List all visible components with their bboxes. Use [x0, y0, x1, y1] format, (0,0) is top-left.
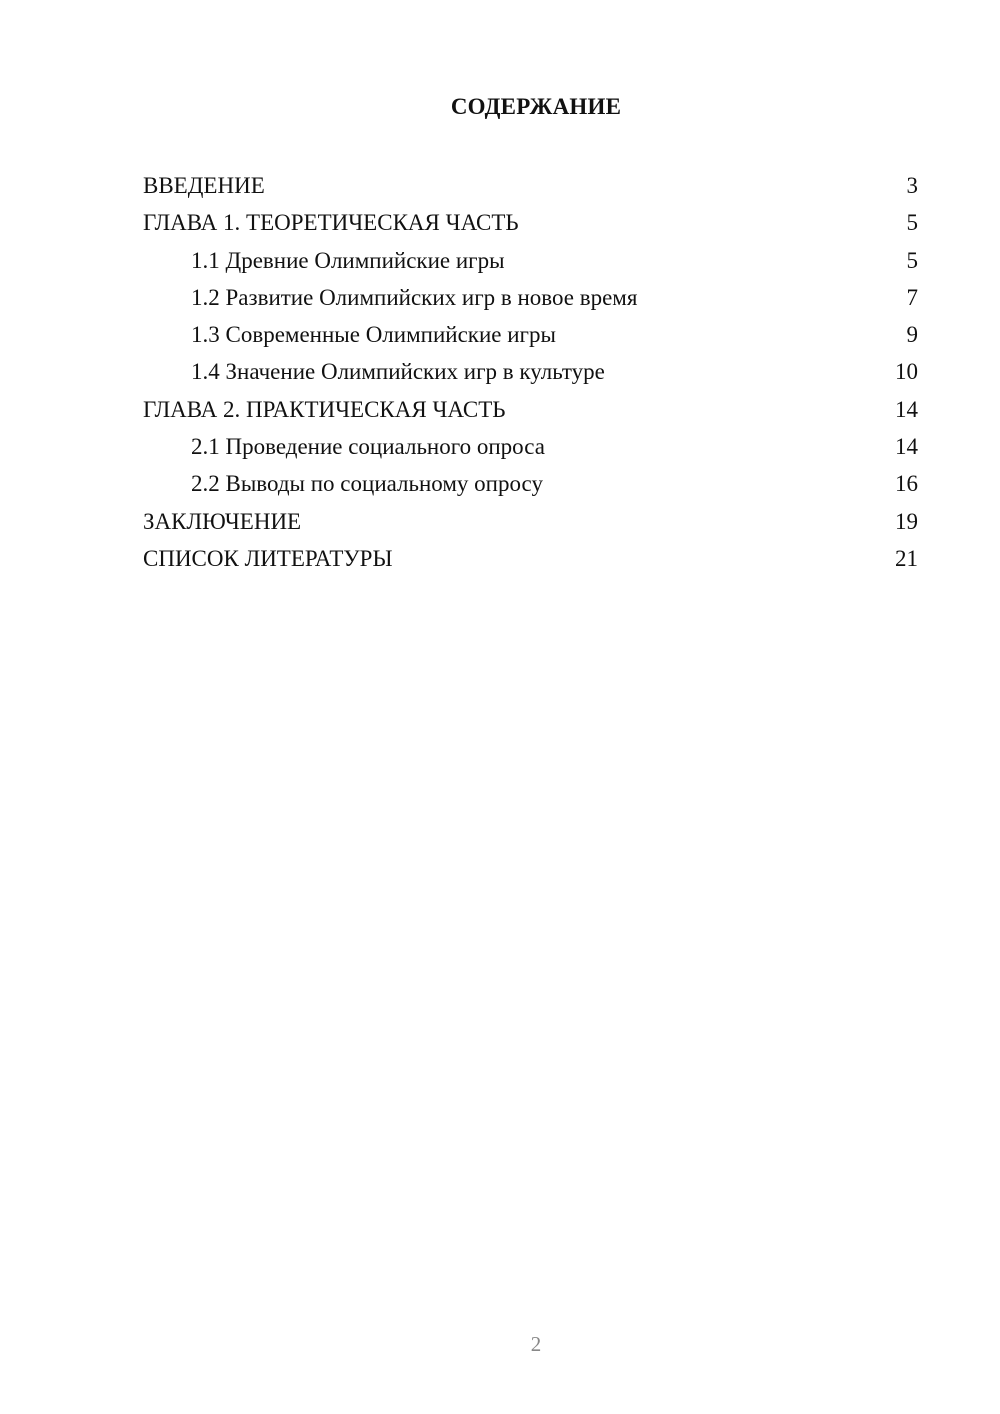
- toc-entry: [143, 316, 918, 353]
- toc-entry: [143, 167, 918, 204]
- toc-entry-page: 19: [895, 508, 918, 534]
- toc-entry-title: 1.2 Развитие Олимпийских игр в новое время: [191, 284, 638, 310]
- toc-entry-title: 1.3 Современные Олимпийские игры: [191, 322, 556, 348]
- toc-entry: [143, 540, 918, 577]
- toc-entry: [143, 391, 918, 428]
- toc-entry: [143, 353, 918, 390]
- toc-entry-page: 9: [906, 322, 918, 348]
- toc-entry-title: 1.4 Значение Олимпийских игр в культуре: [191, 359, 605, 385]
- toc-entry: [143, 428, 918, 465]
- toc-entry-title: ГЛАВА 2. ПРАКТИЧЕСКАЯ ЧАСТЬ: [143, 396, 506, 422]
- toc-entry: [143, 242, 918, 279]
- toc-entry-title: ВВЕДЕНИЕ: [143, 173, 265, 198]
- toc-entry-page: 21: [895, 545, 918, 571]
- toc-entry-title: 2.2 Выводы по социальному опросу: [191, 471, 543, 497]
- toc-entry-title: ГЛАВА 1. ТЕОРЕТИЧЕСКАЯ ЧАСТЬ: [143, 210, 519, 236]
- toc-entry-page: 14: [895, 434, 918, 460]
- toc-entry-page: 3: [906, 173, 918, 198]
- toc-entry-page: 10: [895, 359, 918, 385]
- toc-entry-page: 14: [895, 396, 918, 422]
- page-number: 2: [530, 1332, 542, 1356]
- toc-entry: [143, 465, 918, 502]
- toc-entry-page: 16: [895, 471, 918, 497]
- toc-entry-title: СПИСОК ЛИТЕРАТУРЫ: [143, 545, 393, 571]
- toc-entry: [143, 204, 918, 241]
- toc-entry-title: 1.1 Древние Олимпийские игры: [191, 247, 505, 273]
- table-of-contents: [143, 167, 918, 577]
- toc-entry-title: ЗАКЛЮЧЕНИЕ: [143, 508, 302, 534]
- toc-entry-page: 7: [906, 284, 918, 310]
- toc-entry-page: 5: [906, 247, 918, 273]
- toc-entry-title: 2.1 Проведение социального опроса: [191, 434, 545, 460]
- toc-title: СОДЕРЖАНИЕ: [450, 94, 622, 119]
- toc-entry: [143, 503, 918, 540]
- toc-entry-page: 5: [906, 210, 918, 236]
- toc-entry: [143, 279, 918, 316]
